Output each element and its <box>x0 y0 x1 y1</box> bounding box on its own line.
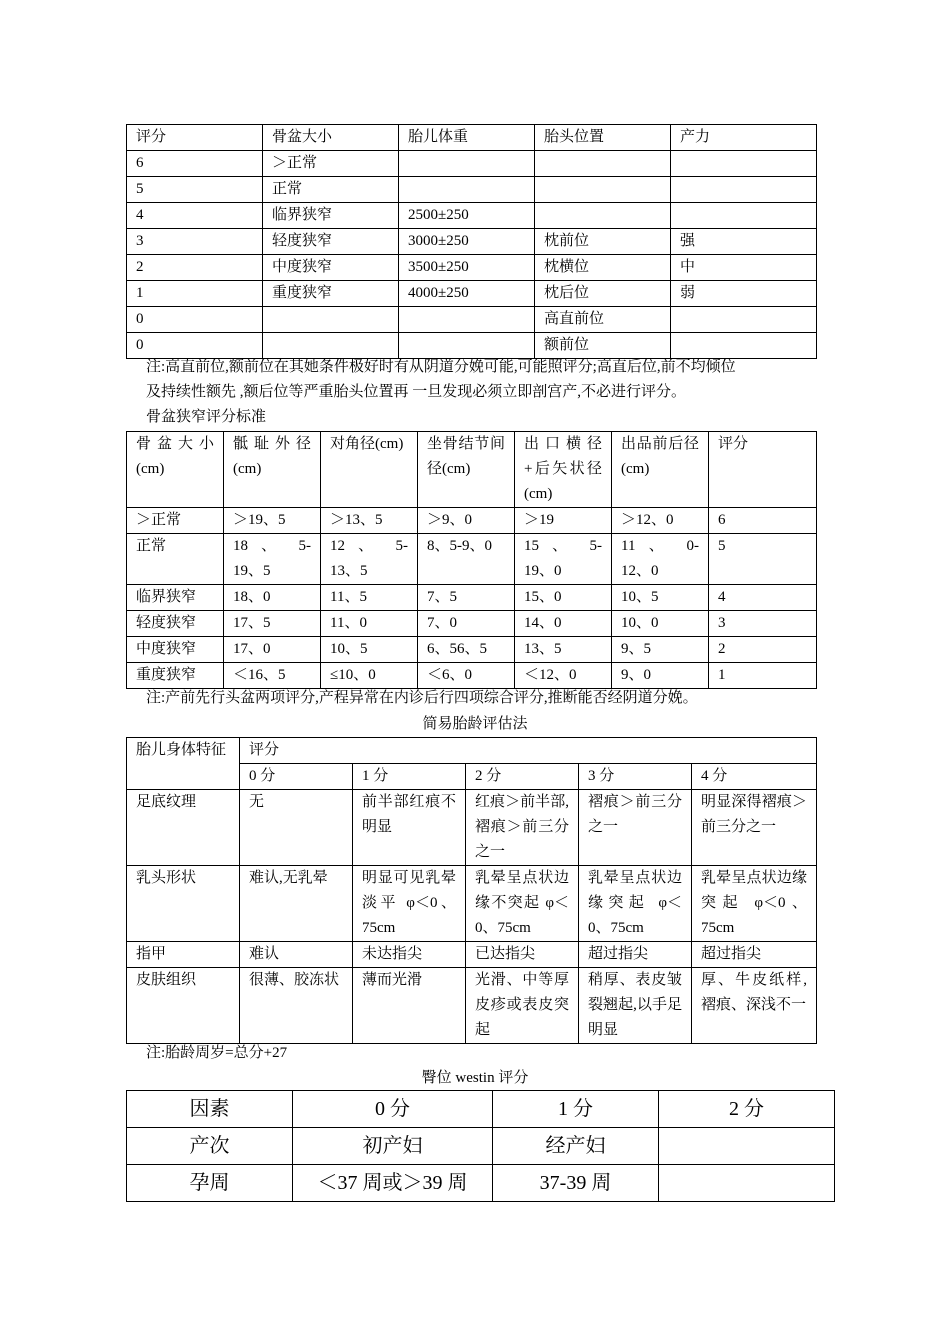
table-cell: 前半部红痕不明显 <box>353 790 466 866</box>
column-header: 3 分 <box>579 764 692 790</box>
table-cell: 0 <box>127 333 263 359</box>
column-header: 对角径(cm) <box>321 432 418 508</box>
table-cell: 乳晕呈点状边缘不突起 φ＜0、75cm <box>466 866 579 942</box>
table-cell <box>671 203 817 229</box>
table-cell: 5 <box>127 177 263 203</box>
table-cell <box>659 1165 835 1202</box>
table-row <box>127 534 817 585</box>
table-cell: 11、5 <box>321 585 418 611</box>
table-cell: 乳头形状 <box>127 866 240 942</box>
table-cell: 2 <box>709 637 817 663</box>
table-cell: 7、5 <box>418 585 515 611</box>
table-cell: 7、0 <box>418 611 515 637</box>
table-cell: 中 <box>671 255 817 281</box>
table-cell: 皮肤组织 <box>127 968 240 1044</box>
table-cell: 经产妇 <box>493 1128 659 1165</box>
column-header: 坐骨结节间径(cm) <box>418 432 515 508</box>
table-cell: ＞19 <box>515 508 612 534</box>
table-cell: 1 <box>709 663 817 689</box>
table-cell: 12 、 5-13、5 <box>321 534 418 585</box>
column-header: 1 分 <box>493 1091 659 1128</box>
table-cell: 9、5 <box>612 637 709 663</box>
table-cell: 高直前位 <box>535 307 671 333</box>
table-cell: 3000±250 <box>399 229 535 255</box>
column-header: 骨盆大小 <box>263 125 399 151</box>
table-cell: 明显深得褶痕＞前三分之一 <box>692 790 817 866</box>
table-cell: 薄而光滑 <box>353 968 466 1044</box>
table-cell: 11、0 <box>321 611 418 637</box>
table-cell: 18、0 <box>224 585 321 611</box>
table1-note-line1: 注:高直前位,额前位在其她条件极好时有从阴道分娩可能,可能照评分;高直后位,前不均倾位 <box>146 359 736 375</box>
table-cell: 5 <box>709 534 817 585</box>
table-cell: 8、5-9、0 <box>418 534 515 585</box>
column-header: 1 分 <box>353 764 466 790</box>
pelvis-score-table <box>126 431 817 689</box>
table-cell: 产次 <box>127 1128 293 1165</box>
column-header: 骨盆大小(cm) <box>127 432 224 508</box>
table-cell: ＞13、5 <box>321 508 418 534</box>
column-header: 出品前后径(cm) <box>612 432 709 508</box>
table-cell: 褶痕＞前三分之一 <box>579 790 692 866</box>
table-cell: 10、0 <box>612 611 709 637</box>
table-row <box>127 255 817 281</box>
table-cell: 难认 <box>240 942 353 968</box>
table-row <box>127 151 817 177</box>
table-cell: 17、0 <box>224 637 321 663</box>
table-cell: 已达指尖 <box>466 942 579 968</box>
table-cell: 18 、 5-19、5 <box>224 534 321 585</box>
table-cell: 2 <box>127 255 263 281</box>
table-cell <box>671 151 817 177</box>
table-cell <box>535 177 671 203</box>
table-cell: 乳晕呈点状边缘突起 φ＜0、75cm <box>579 866 692 942</box>
table-cell: 正常 <box>263 177 399 203</box>
table-row <box>127 637 817 663</box>
table-cell <box>535 203 671 229</box>
breech-score-title: 臀位 westin 评分 <box>421 1070 529 1086</box>
table-cell <box>263 307 399 333</box>
table-cell: 重度狭窄 <box>263 281 399 307</box>
table-cell: 6 <box>709 508 817 534</box>
table-cell: 17、5 <box>224 611 321 637</box>
table-cell: 13、5 <box>515 637 612 663</box>
table-cell: 6、56、5 <box>418 637 515 663</box>
table-row <box>127 790 817 866</box>
table-row <box>127 1128 835 1165</box>
table-cell <box>399 151 535 177</box>
table-cell: 弱 <box>671 281 817 307</box>
table-cell: 孕周 <box>127 1165 293 1202</box>
column-header: 骶耻外径(cm) <box>224 432 321 508</box>
table-cell: 1 <box>127 281 263 307</box>
table-cell: ＜16、5 <box>224 663 321 689</box>
column-header: 因素 <box>127 1091 293 1128</box>
table-row <box>127 968 817 1044</box>
table-cell: 15、0 <box>515 585 612 611</box>
column-header: 胎头位置 <box>535 125 671 151</box>
table-cell: 2500±250 <box>399 203 535 229</box>
gestational-age-title: 简易胎龄评估法 <box>422 716 528 732</box>
table-cell: 37-39 周 <box>493 1165 659 1202</box>
table-cell: 15 、 5-19、0 <box>515 534 612 585</box>
table-cell: 稍厚、表皮皱裂翘起,以手足明显 <box>579 968 692 1044</box>
table-cell: 4000±250 <box>399 281 535 307</box>
table-cell: 重度狭窄 <box>127 663 224 689</box>
table-cell: ＞正常 <box>263 151 399 177</box>
table-cell: 轻度狭窄 <box>263 229 399 255</box>
column-header: 2 分 <box>659 1091 835 1128</box>
table-cell: 3500±250 <box>399 255 535 281</box>
table-cell: ＜37 周或＞39 周 <box>293 1165 493 1202</box>
table-cell: 中度狭窄 <box>263 255 399 281</box>
score-table <box>126 124 817 359</box>
table-cell: 3 <box>127 229 263 255</box>
column-header: 2 分 <box>466 764 579 790</box>
table-cell: 难认,无乳晕 <box>240 866 353 942</box>
table-cell: 6 <box>127 151 263 177</box>
column-header: 评分 <box>127 125 263 151</box>
table-cell <box>535 151 671 177</box>
table-header-row <box>127 125 817 151</box>
column-header: 胎儿身体特征 <box>127 738 240 790</box>
table-cell: 0 <box>127 307 263 333</box>
table-cell: 乳晕呈点状边缘突起 φ＜0、75cm <box>692 866 817 942</box>
table-cell: 4 <box>127 203 263 229</box>
table-row <box>127 942 817 968</box>
column-header: 评分 <box>240 738 817 764</box>
table-row <box>127 508 817 534</box>
table-cell: 枕横位 <box>535 255 671 281</box>
table2-note: 注:产前先行头盆两项评分,产程异常在内诊后行四项综合评分,推断能否经阴道分娩。 <box>146 690 698 706</box>
table-cell <box>671 307 817 333</box>
table-cell: 枕后位 <box>535 281 671 307</box>
column-header: 0 分 <box>293 1091 493 1128</box>
table-cell: 14、0 <box>515 611 612 637</box>
table-cell: 超过指尖 <box>579 942 692 968</box>
table-cell: 红痕＞前半部,褶痕＞前三分之一 <box>466 790 579 866</box>
table-cell: 超过指尖 <box>692 942 817 968</box>
table-row <box>127 229 817 255</box>
column-header: 4 分 <box>692 764 817 790</box>
table-row <box>127 203 817 229</box>
table-cell: 临界狭窄 <box>127 585 224 611</box>
table-row <box>127 585 817 611</box>
column-header: 0 分 <box>240 764 353 790</box>
column-header: 评分 <box>709 432 817 508</box>
table-cell: 10、5 <box>612 585 709 611</box>
table-cell: 9、0 <box>612 663 709 689</box>
table-row <box>127 663 817 689</box>
table3-note: 注:胎龄周岁=总分+27 <box>146 1045 288 1061</box>
table-cell: 强 <box>671 229 817 255</box>
table-cell: ＜6、0 <box>418 663 515 689</box>
table-cell: 未达指尖 <box>353 942 466 968</box>
table-cell: 指甲 <box>127 942 240 968</box>
table-row <box>127 281 817 307</box>
table-row <box>127 307 817 333</box>
table-cell: 正常 <box>127 534 224 585</box>
table-cell: 轻度狭窄 <box>127 611 224 637</box>
table-row <box>127 611 817 637</box>
table-cell: 明显可见乳晕淡平 φ＜0、75cm <box>353 866 466 942</box>
table-cell: 枕前位 <box>535 229 671 255</box>
table-row <box>127 177 817 203</box>
table-cell: 厚、牛皮纸样,褶痕、深浅不一 <box>692 968 817 1044</box>
table-cell: 中度狭窄 <box>127 637 224 663</box>
column-header: 产力 <box>671 125 817 151</box>
table-header-row <box>127 432 817 508</box>
table-row <box>127 1165 835 1202</box>
table-cell: 10、5 <box>321 637 418 663</box>
table-cell <box>399 177 535 203</box>
table-cell <box>659 1128 835 1165</box>
table-cell: ≤10、0 <box>321 663 418 689</box>
gestational-age-table <box>126 737 817 1044</box>
table-cell: 临界狭窄 <box>263 203 399 229</box>
column-header: 胎儿体重 <box>399 125 535 151</box>
table-cell <box>671 177 817 203</box>
table-cell: ＞9、0 <box>418 508 515 534</box>
column-header: 出口横径+后矢状径(cm) <box>515 432 612 508</box>
table-header-row <box>127 1091 835 1128</box>
table-cell: 足底纹理 <box>127 790 240 866</box>
table1-note-line2: 及持续性额先 ,额后位等严重胎头位置再 一旦发现必须立即剖宫产,不必进行评分。 <box>146 384 687 400</box>
table-cell: 3 <box>709 611 817 637</box>
table-cell: 11 、 0-12、0 <box>612 534 709 585</box>
table-cell: ＞正常 <box>127 508 224 534</box>
table-cell: 4 <box>709 585 817 611</box>
table-cell: ＞19、5 <box>224 508 321 534</box>
table-cell: 额前位 <box>535 333 671 359</box>
table-cell: 光滑、中等厚皮疹或表皮突起 <box>466 968 579 1044</box>
breech-westin-table <box>126 1090 835 1202</box>
table-cell: ＞12、0 <box>612 508 709 534</box>
table-cell <box>399 307 535 333</box>
pelvis-table-title: 骨盆狭窄评分标准 <box>146 409 267 425</box>
table-header-row <box>127 738 817 764</box>
table-cell: 无 <box>240 790 353 866</box>
table-cell: 初产妇 <box>293 1128 493 1165</box>
table-cell: ＜12、0 <box>515 663 612 689</box>
table-cell: 很薄、胶冻状 <box>240 968 353 1044</box>
table-row <box>127 866 817 942</box>
